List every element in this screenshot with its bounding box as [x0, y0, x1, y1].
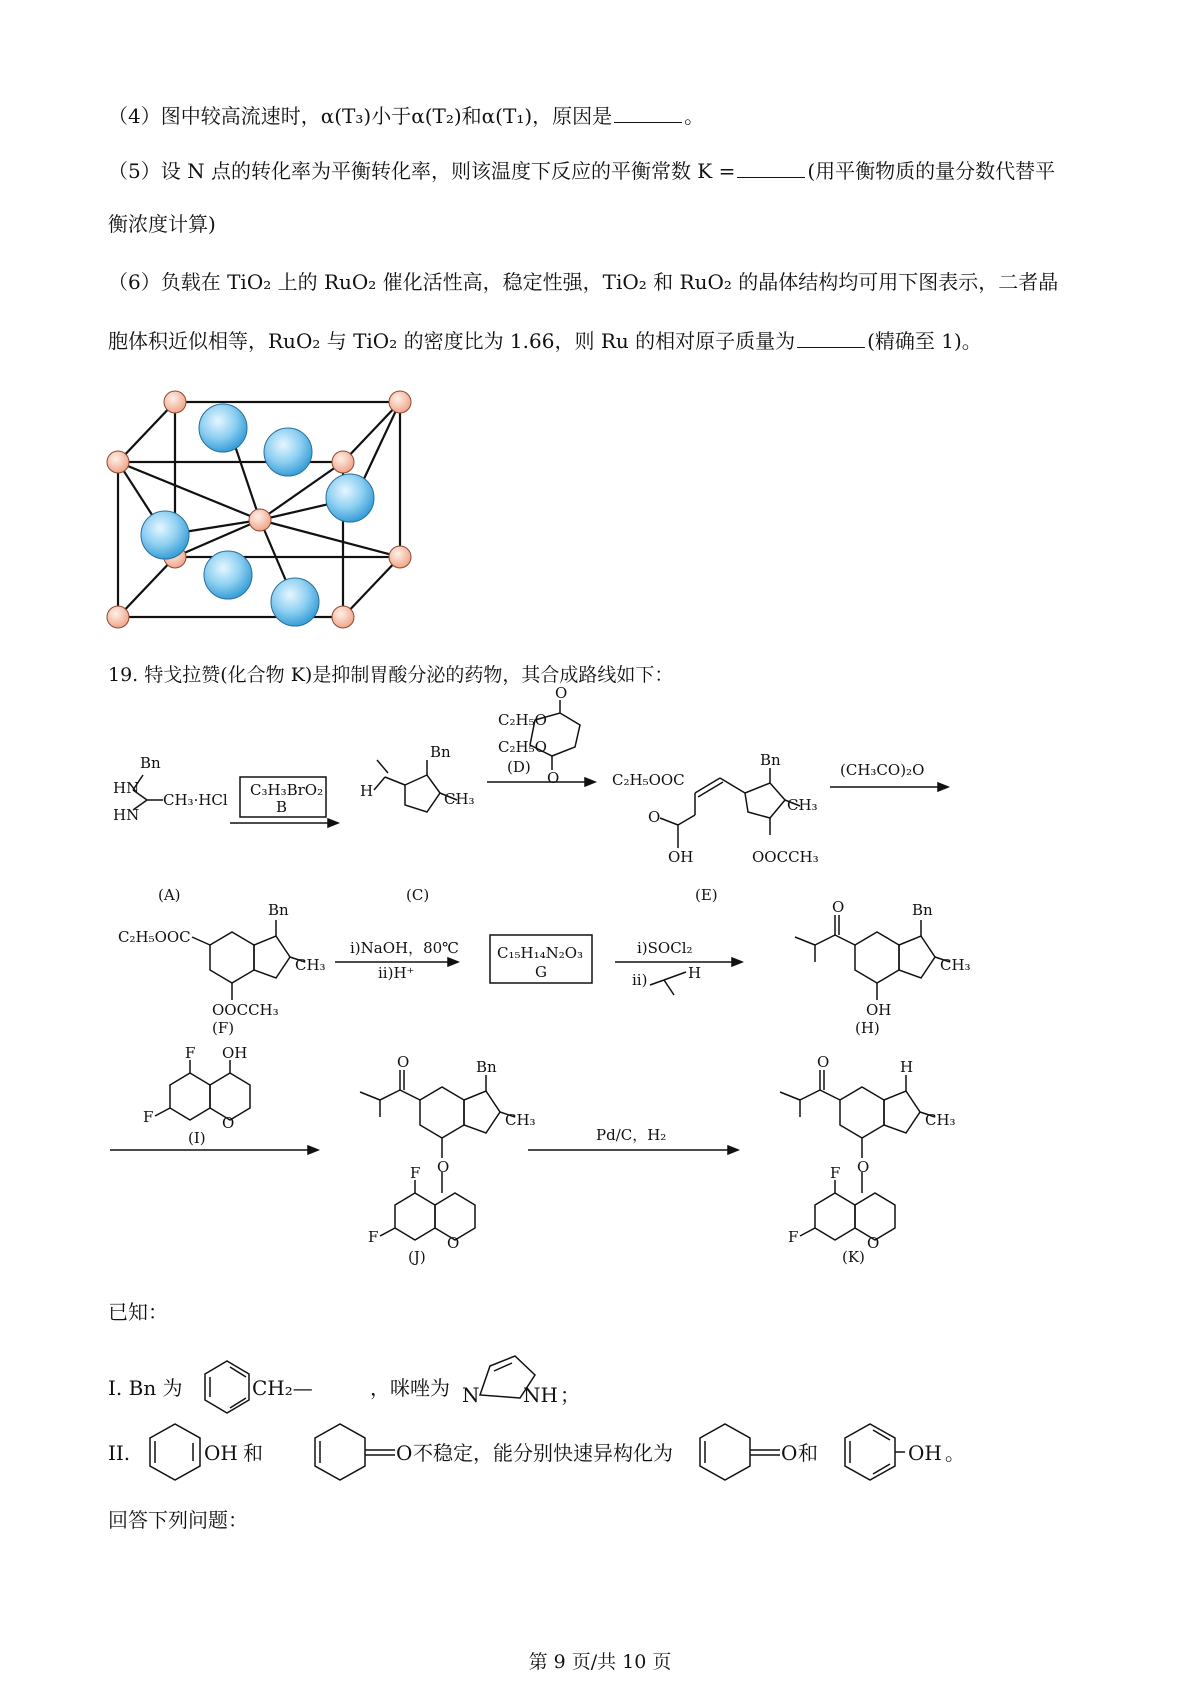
g-formula: C₁₅H₁₄N₂O₃: [497, 944, 584, 962]
label-oac-f: OOCCH₃: [212, 1001, 279, 1019]
step-g-2: ii)H⁺: [378, 964, 415, 982]
label-o-j3: O: [447, 1234, 460, 1252]
label-ch3-h: CH₃: [940, 956, 971, 974]
label-h-k: H: [900, 1058, 914, 1076]
compound-label-h: (H): [855, 1019, 880, 1037]
label-ester-e: C₂H₅OOC: [612, 771, 685, 789]
step-g-1: i)NaOH，80℃: [350, 939, 459, 957]
page-footer: 第 9 页/共 10 页: [528, 1651, 672, 1673]
reagent-pd: Pd/C，H₂: [596, 1126, 667, 1144]
label-ch3-f: CH₃: [295, 956, 326, 974]
label-bn-c: Bn: [430, 743, 451, 761]
known-i-nh: NH: [523, 1383, 558, 1407]
label-o-j1: O: [397, 1053, 410, 1071]
step-h-2: ii): [632, 971, 648, 989]
label-oac-e: OOCCH₃: [752, 848, 819, 866]
label-bn-e: Bn: [760, 751, 781, 769]
label-o-j2: O: [437, 1158, 450, 1176]
label-o-e: O: [648, 808, 661, 826]
label-o-d1: O: [555, 684, 568, 702]
label-oh-e: OH: [668, 848, 694, 866]
label-ch3-e: CH₃: [787, 796, 818, 814]
label-o-h: O: [832, 898, 845, 916]
compound-label-c: (C): [406, 886, 430, 904]
question-6-line1: （6）负载在 TiO₂ 上的 RuO₂ 催化活性高，稳定性强，TiO₂ 和 RuO₂ 的晶体结构均可用下图表示，二者晶: [108, 270, 1059, 294]
known-i-end: ；: [560, 1383, 580, 1407]
label-f-i1: F: [185, 1044, 196, 1062]
reagent-ac2o: (CH₃CO)₂O: [840, 761, 925, 779]
known-i-prefix: I. Bn 为: [108, 1376, 183, 1400]
label-hcl: CH₃·HCl: [163, 791, 228, 809]
known-ii-mid: 不稳定，能分别快速异构化为: [413, 1441, 673, 1465]
label-bn: Bn: [140, 754, 161, 772]
label-bn-f: Bn: [268, 901, 289, 919]
reagent-b-label: B: [276, 798, 288, 816]
question-4: （4）图中较高流速时，α(T₃)小于α(T₂)和α(T₁)，原因是 。: [108, 104, 705, 128]
known-i-n: N: [462, 1383, 480, 1407]
known-ii-end: 。: [945, 1441, 965, 1465]
label-f-j2: F: [368, 1228, 379, 1246]
compound-label-a: (A): [158, 886, 181, 904]
label-ester-f: C₂H₅OOC: [118, 928, 191, 946]
known-ii-and1: 和: [243, 1441, 263, 1465]
compound-label-i: (I): [188, 1129, 206, 1147]
label-ch3-j: CH₃: [505, 1111, 536, 1129]
question-6-line2: 胞体积近似相等，RuO₂ 与 TiO₂ 的密度比为 1.66，则 Ru 的相对原子质量为 (精确至 1)。: [108, 329, 982, 353]
label-c2h5o-1: C₂H₅O: [498, 711, 547, 729]
label-h-c: H: [360, 782, 374, 800]
label-f-j1: F: [410, 1164, 421, 1182]
label-ch3-k: CH₃: [925, 1111, 956, 1129]
known-ii-and2: 和: [798, 1441, 818, 1465]
reagent-d-label: (D): [507, 758, 531, 776]
question-5-line1: （5）设 N 点的转化率为平衡转化率，则该温度下反应的平衡常数 K = (用平衡物质的量分数代替平: [108, 159, 1056, 183]
known-i-ch2: CH₂—: [252, 1376, 313, 1400]
label-ch3-c: CH₃: [444, 790, 475, 808]
known-ii-o1: O: [396, 1441, 413, 1465]
compound-label-j: (J): [408, 1248, 426, 1266]
label-c2h5o-2: C₂H₅O: [498, 738, 547, 756]
g-label: G: [535, 963, 547, 981]
label-o-k2: O: [857, 1158, 870, 1176]
step-h-1: i)SOCl₂: [637, 939, 693, 957]
known-ii-oh1: OH: [204, 1441, 238, 1465]
known-title: 已知：: [108, 1300, 168, 1324]
compound-label-e: (E): [695, 886, 718, 904]
label-f-k2: F: [788, 1228, 799, 1246]
compound-label-f: (F): [212, 1019, 235, 1037]
known-ii-o2: O: [781, 1441, 798, 1465]
question-19-title: 19. 特戈拉赞(化合物 K)是抑制胃酸分泌的药物，其合成路线如下：: [108, 664, 674, 686]
label-oh-h: OH: [866, 1001, 892, 1019]
compound-label-k: (K): [842, 1248, 865, 1266]
reagent-b-formula: C₃H₃BrO₂: [250, 781, 324, 799]
label-o-k3: O: [867, 1234, 880, 1252]
label-o-k1: O: [817, 1053, 830, 1071]
label-bn-h: Bn: [912, 901, 933, 919]
question-5-line2: 衡浓度计算): [108, 212, 216, 236]
label-o-d2: O: [547, 769, 560, 787]
label-h-nh: H: [688, 964, 702, 982]
label-o-i: O: [222, 1114, 235, 1132]
label-f-i2: F: [143, 1108, 154, 1126]
answer-prompt: 回答下列问题：: [108, 1508, 248, 1532]
label-hn: HN: [113, 779, 140, 797]
known-ii-oh2: OH: [908, 1441, 942, 1465]
known-i-mid: ，咪唑为: [370, 1376, 450, 1400]
label-f-k1: F: [830, 1164, 841, 1182]
label-oh-i: OH: [222, 1044, 248, 1062]
label-bn-j: Bn: [476, 1058, 497, 1076]
label-hn-lower: HN: [113, 806, 140, 824]
known-ii-prefix: II.: [108, 1441, 131, 1465]
